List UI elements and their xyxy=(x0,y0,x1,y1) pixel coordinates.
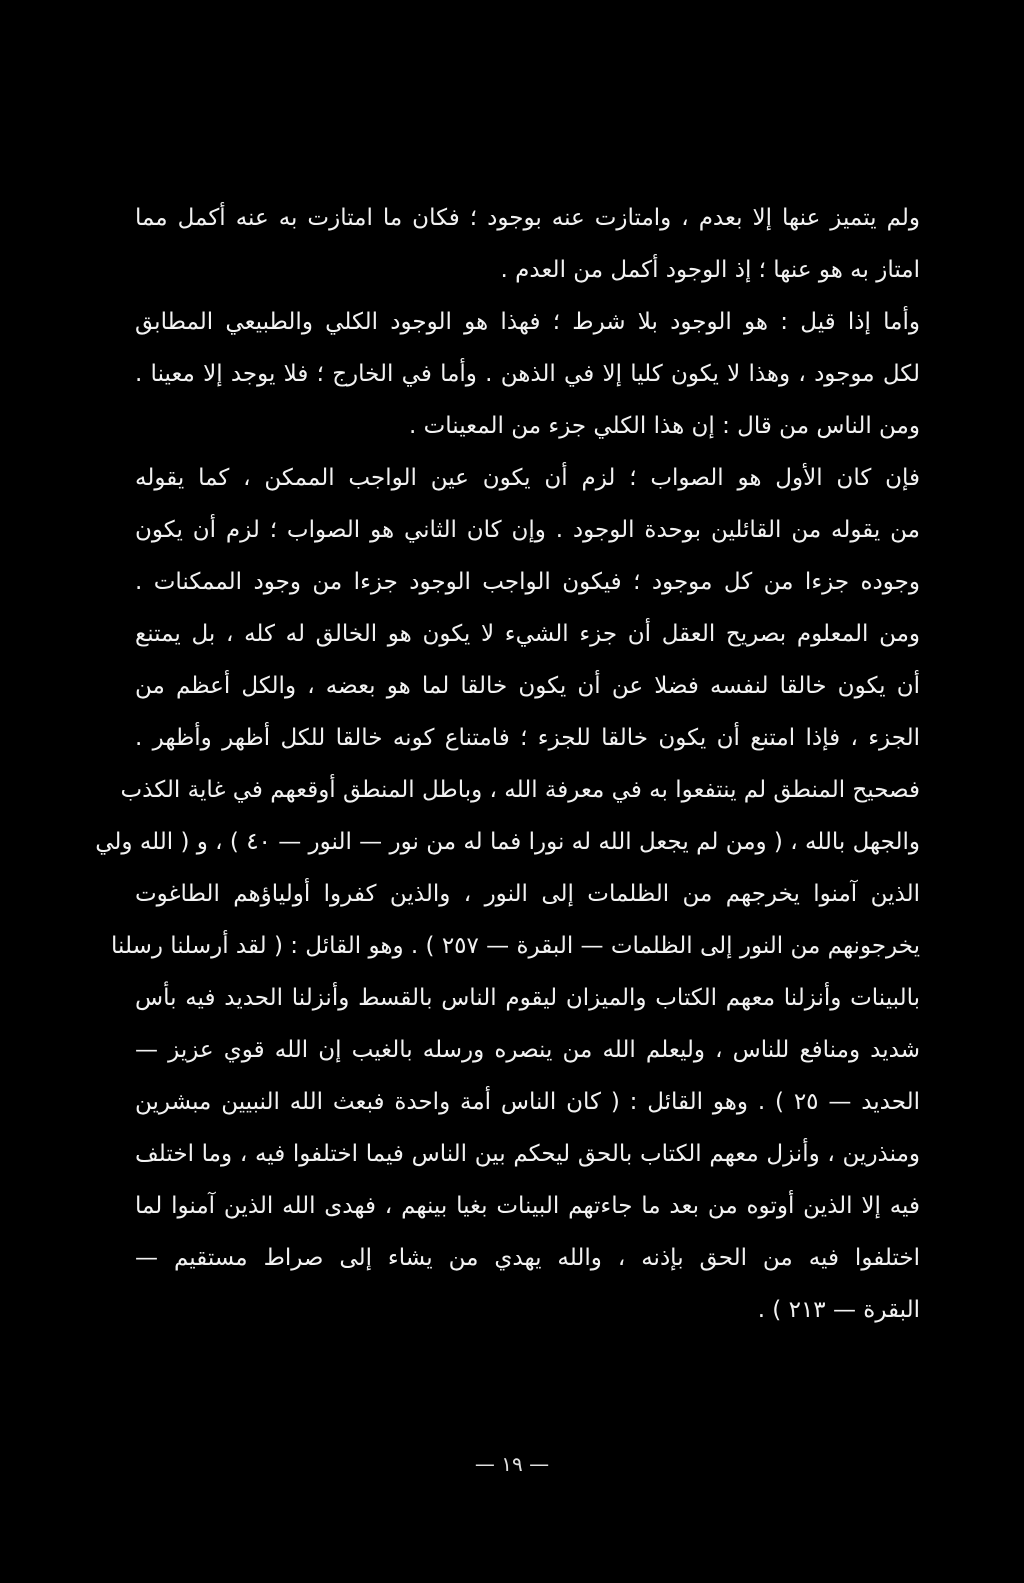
text-line: شديد ومنافع للناس ، وليعلم الله من ينصره ورسله بالغيب إن الله قوي عزيز — xyxy=(135,1037,920,1063)
text-line: الحديد — ٢٥ ) . وهو القائل : ( كان الناس أمة واحدة فبعث الله النبيين مبشرين xyxy=(135,1089,920,1115)
page-number: — ١٩ — xyxy=(474,1452,550,1476)
text-line: ومن المعلوم بصريح العقل أن جزء الشيء لا يكون هو الخالق له كله ، بل يمتنع xyxy=(135,621,920,647)
text-line: بالبينات وأنزلنا معهم الكتاب والميزان ليقوم الناس بالقسط وأنزلنا الحديد فيه بأس xyxy=(135,985,920,1011)
text-line: الذين آمنوا يخرجهم من الظلمات إلى النور ، والذين كفروا أولياؤهم الطاغوت xyxy=(135,881,920,907)
text-line: الجزء ، فإذا امتنع أن يكون خالقا للجزء ؛ فامتناع كونه خالقا للكل أظهر وأظهر . xyxy=(135,725,920,751)
text-line: أن يكون خالقا لنفسه فضلا عن أن يكون خالقا لما هو بعضه ، والكل أعظم من xyxy=(135,673,920,699)
text-line: والجهل بالله ، ( ومن لم يجعل الله له نورا فما له من نور — النور — ٤٠ ) ، و ( الله ولي xyxy=(95,829,920,855)
text-line: فصحيح المنطق لم ينتفعوا به في معرفة الله ، وباطل المنطق أوقعهم في غاية الكذب xyxy=(120,777,920,803)
text-line: اختلفوا فيه من الحق بإذنه ، والله يهدي من يشاء إلى صراط مستقيم — xyxy=(135,1245,920,1271)
text-line: فإن كان الأول هو الصواب ؛ لزم أن يكون عين الواجب الممكن ، كما يقوله xyxy=(135,465,920,491)
text-line: لكل موجود ، وهذا لا يكون كليا إلا في الذهن . وأما في الخارج ؛ فلا يوجد إلا معينا . xyxy=(135,361,920,387)
text-line: ومن الناس من قال : إن هذا الكلي جزء من المعينات . xyxy=(408,413,920,439)
text-line: ومنذرين ، وأنزل معهم الكتاب بالحق ليحكم بين الناس فيما اختلفوا فيه ، وما اختلف xyxy=(135,1141,920,1167)
text-line: البقرة — ٢١٣ ) . xyxy=(757,1297,920,1323)
text-line: من يقوله من القائلين بوحدة الوجود . وإن كان الثاني هو الصواب ؛ لزم أن يكون xyxy=(135,517,920,543)
body-text xyxy=(95,192,920,1336)
text-line: وجوده جزءا من كل موجود ؛ فيكون الواجب الوجود جزءا من وجود الممكنات . xyxy=(135,569,920,595)
text-line: يخرجونهم من النور إلى الظلمات — البقرة — ٢٥٧ ) . وهو القائل : ( لقد أرسلنا رسلنا xyxy=(111,933,920,959)
text-line: امتاز به هو عنها ؛ إذ الوجود أكمل من العدم . xyxy=(500,257,920,283)
text-line: فيه إلا الذين أوتوه من بعد ما جاءتهم البينات بغيا بينهم ، فهدى الله الذين آمنوا لما xyxy=(135,1193,920,1219)
text-line: وأما إذا قيل : هو الوجود بلا شرط ؛ فهذا هو الوجود الكلي والطبيعي المطابق xyxy=(135,309,920,335)
text-line: ولم يتميز عنها إلا بعدم ، وامتازت عنه بوجود ؛ فكان ما امتازت به عنه أكمل مما xyxy=(135,205,920,231)
